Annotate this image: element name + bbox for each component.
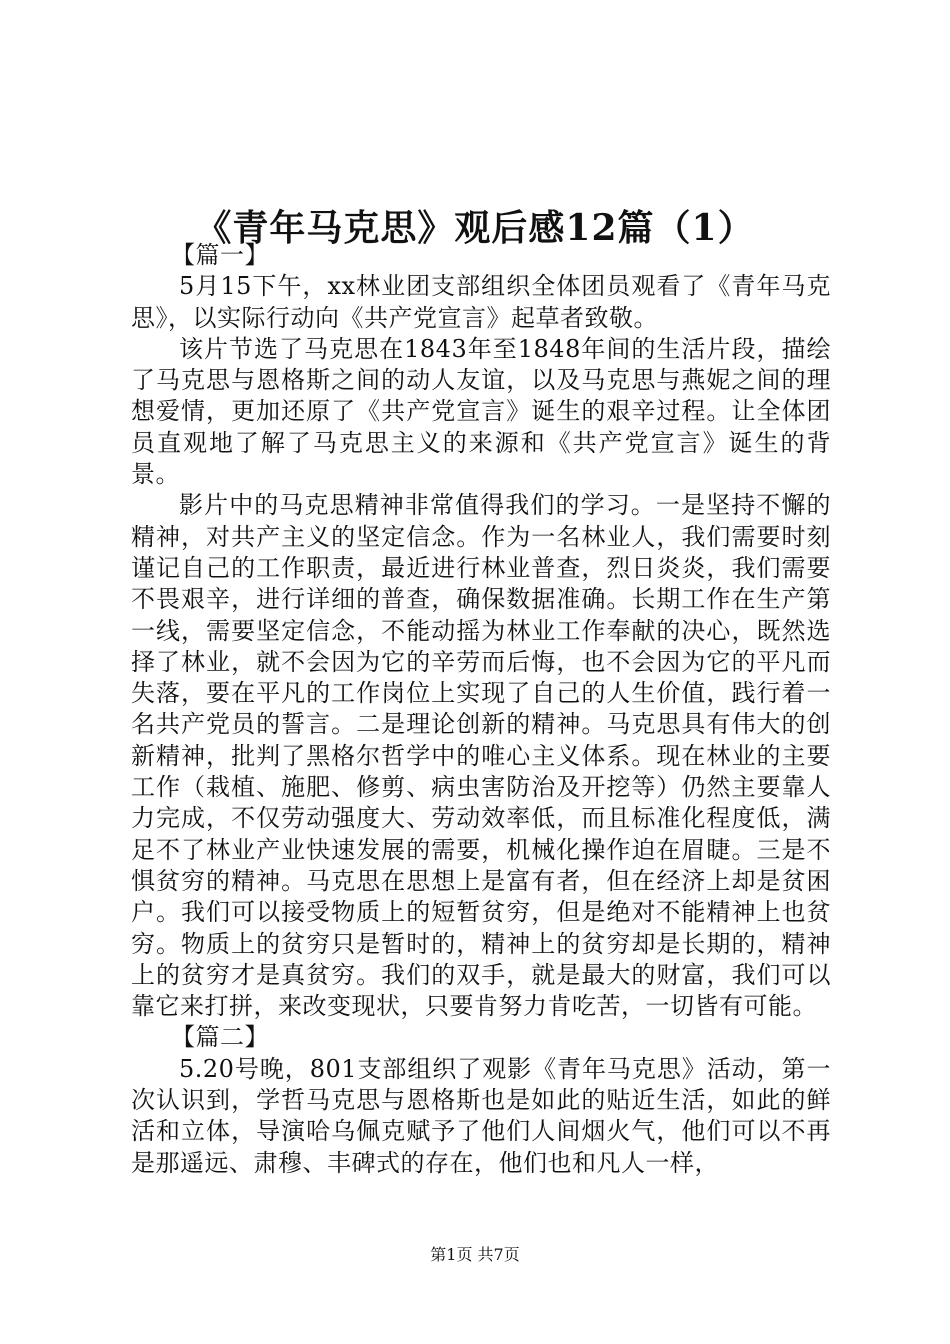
section-heading-2: 【篇二】 bbox=[171, 1023, 269, 1052]
document-title: 《青年马克思》观后感12篇（1） bbox=[195, 207, 755, 250]
page-footer: 第1页 共7页 bbox=[430, 1245, 520, 1264]
paragraph-4: 5.20号晚，801支部组织了观影《青年马克思》活动，第一次认识到，学哲马克思与恩格斯也是如此的贴近生活，如此的鲜活和立体，导演哈乌佩克赋予了他们人间烟火气，他们可以不再是那遥远、肃穆、丰碑式的存在，他们也和凡人一样， bbox=[131, 1054, 831, 1177]
paragraph-2: 该片节选了马克思在1843年至1848年间的生活片段，描绘了马克思与恩格斯之间的动人友谊，以及马克思与燕妮之间的理想爱情，更加还原了《共产党宣言》诞生的艰辛过程。让全体团员直观地了解了马克思主义的来源和《共产党宣言》诞生的背景。 bbox=[131, 334, 831, 489]
section-heading-1: 【篇一】 bbox=[171, 241, 269, 269]
document-body bbox=[131, 240, 831, 1179]
paragraph-3: 影片中的马克思精神非常值得我们的学习。一是坚持不懈的精神，对共产主义的坚定信念。作为一名林业人，我们需要时刻谨记自己的工作职责，最近进行林业普查，烈日炎炎，我们需要不畏艰辛，进行详细的普查，确保数据准确。长期工作在生产第一线，需要坚定信念，不能动摇为林业工作奉献的决心，既然选择了林业，就不会因为它的辛劳而后悔，也不会因为它的平凡而失落，要在平凡的工作岗位上实现了自己的人生价值，践行着一名共产党员的誓言。二是理论创新的精神。马克思具有伟大的创新精神，批判了黑格尔哲学中的唯心主义体系。现在林业的主要工作（栽植、施肥、修剪、病虫害防治及开挖等）仍然主要靠人力完成，不仅劳动强度大、劳动效率低，而且标准化程度低，满足不了林业产业快速发展的需要，机械化操作迫在眉睫。三是不惧贫穷的精神。马克思在思想上是富有者，但在经济上却是贫困户。我们可以接受物质上的短暂贫穷，但是绝对不能精神上也贫穷。物质上的贫穷只是暂时的，精神上的贫穷却是长期的，精神上的贫穷才是真贫穷。我们的双手，就是最大的财富，我们可以靠它来打拼，来改变现状，只要肯努力肯吃苦，一切皆有可能。 bbox=[131, 491, 831, 1021]
paragraph-1: 5月15下午，xx林业团支部组织全体团员观看了《青年马克思》，以实际行动向《共产党宣言》起草者致敬。 bbox=[131, 272, 831, 332]
